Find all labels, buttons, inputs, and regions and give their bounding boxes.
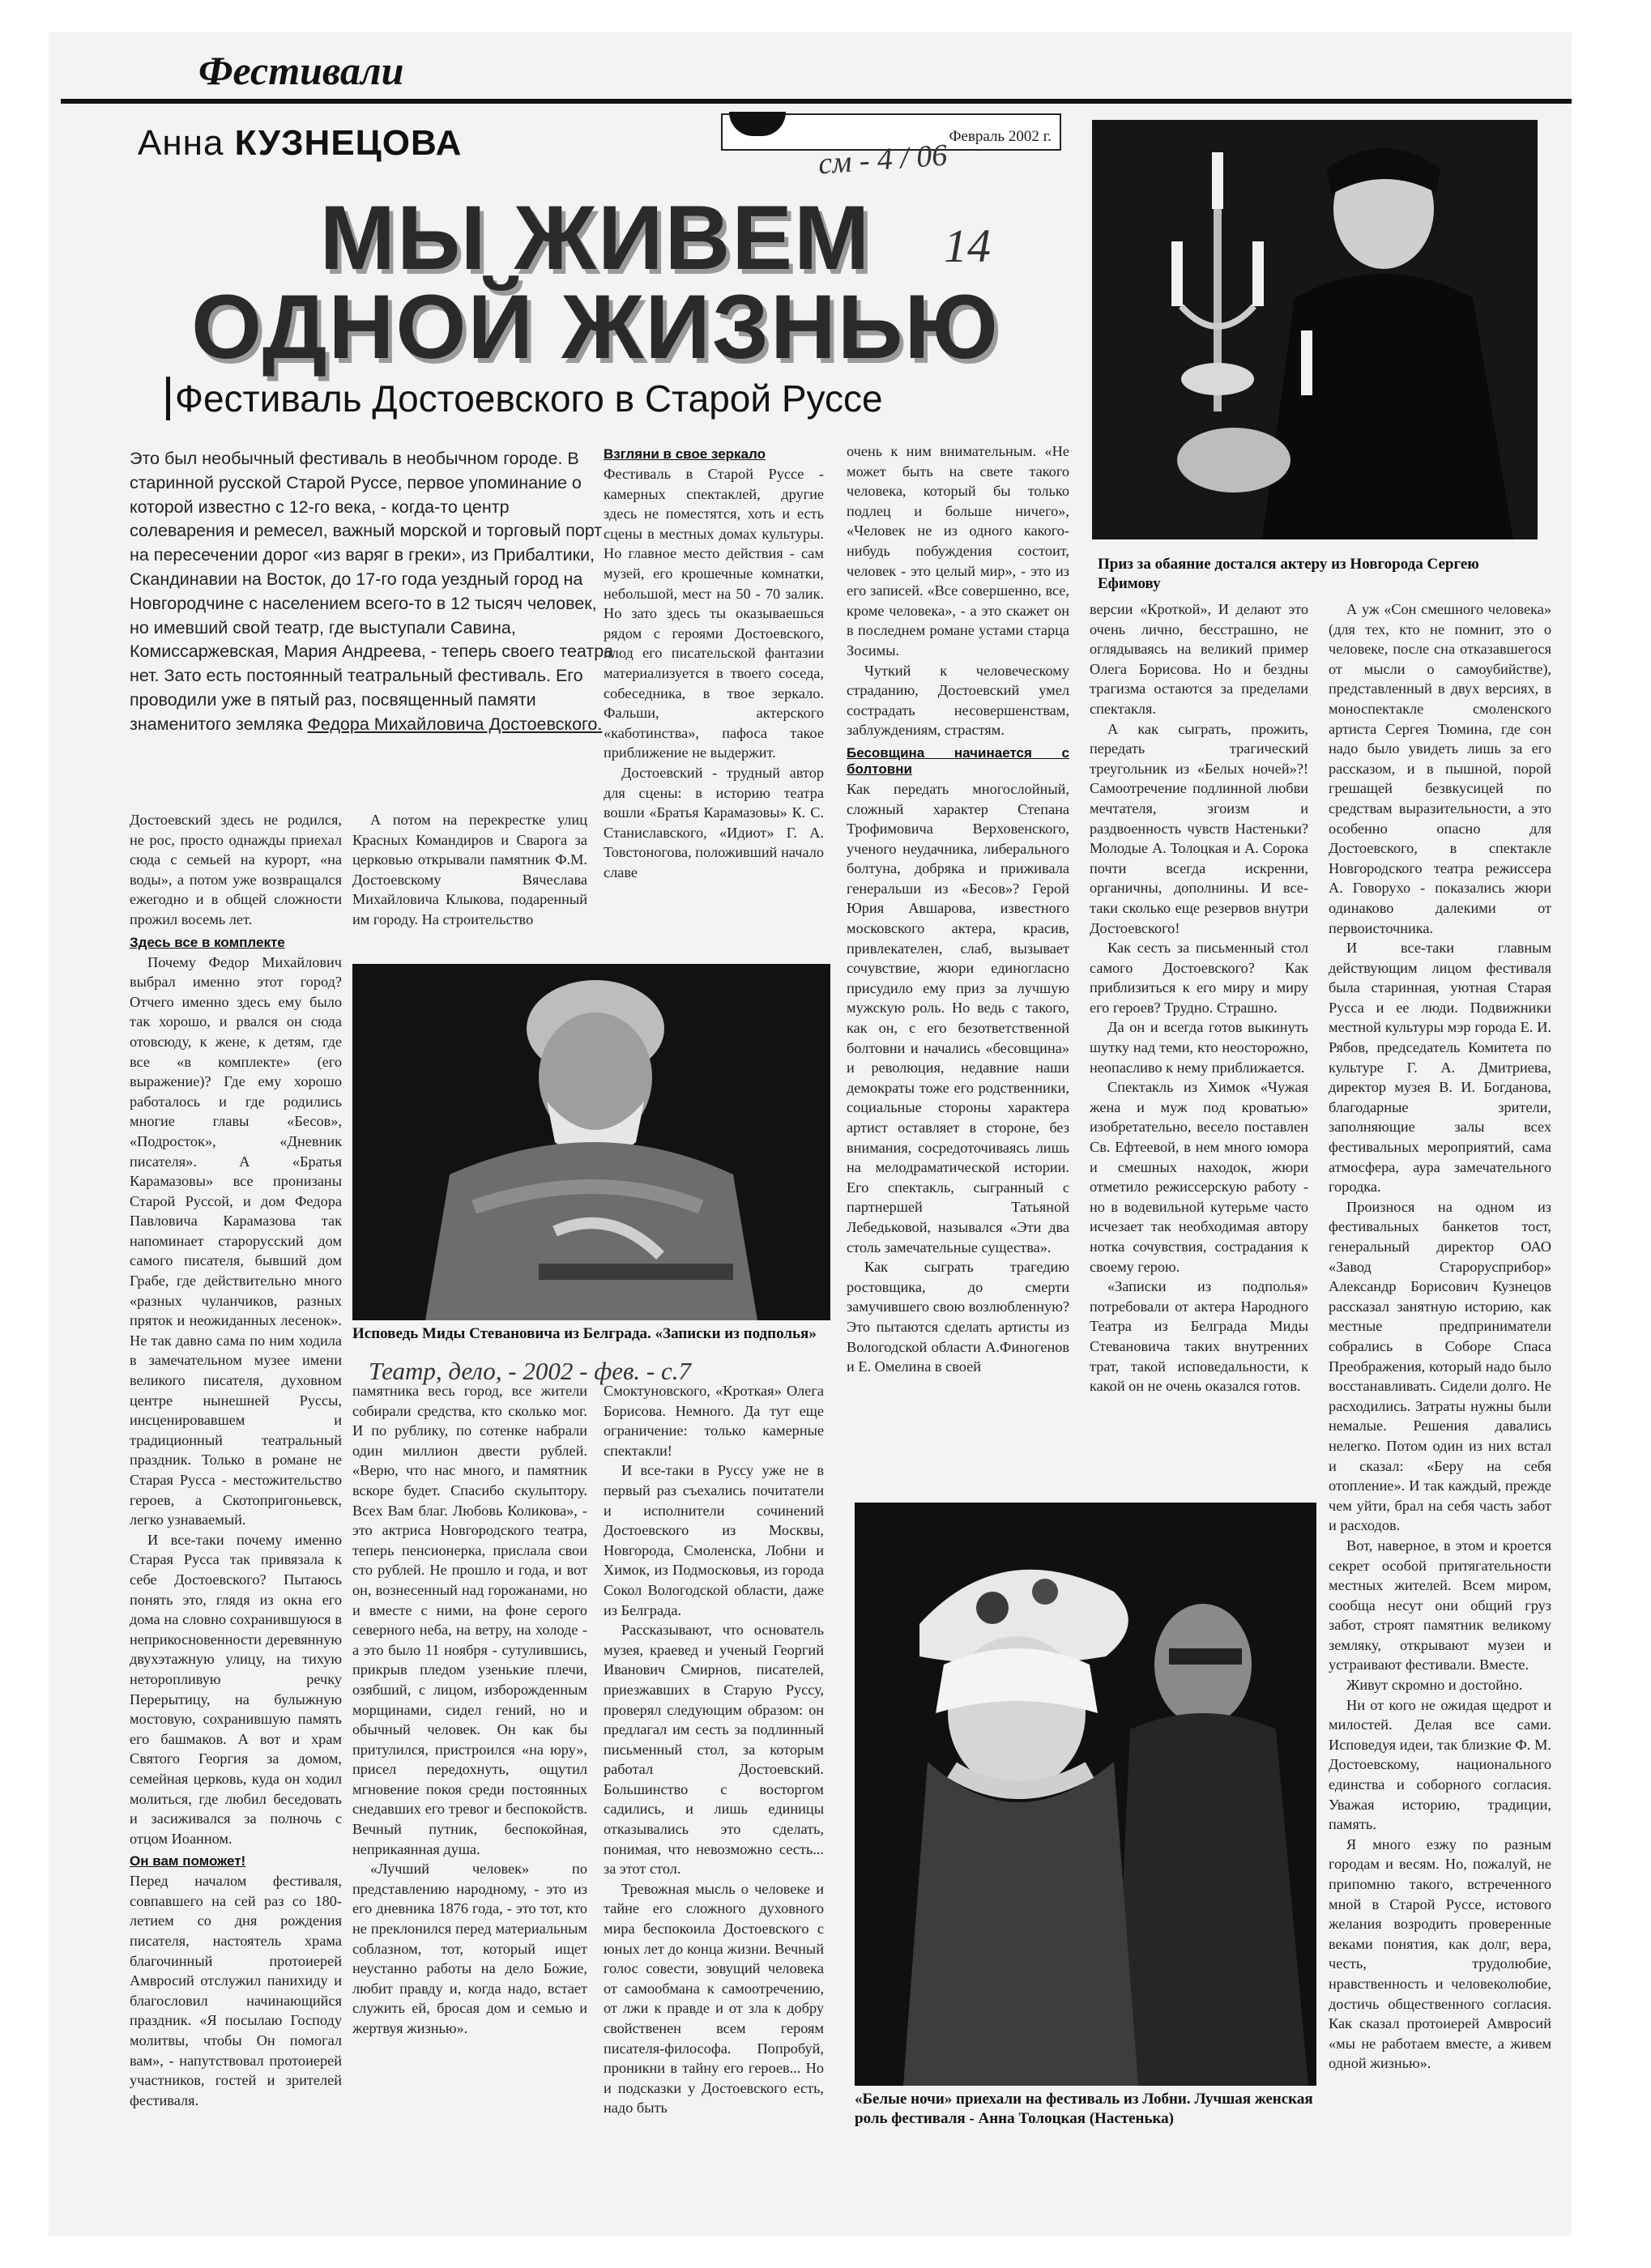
col1-paragraph: Почему Федор Михайлович выбрал именно этот город? Отчего именно здесь ему было так хорошо, и рвался он сюда отовсюду, к жене, к детям, где все «в комплекте» (его выражение)? Где ему хорошо работалось и где родились многие главы «Бесов», «Подросток», «Дневник писателя». А «Братья Карамазовы» все пронизаны Старой Руссой, и дом Федора Павловича Карамазова так напоминает старорусский дом самого писателя, бывший дом Грабе, где действительно много «разных чуланчиков, разных пряток и неожиданных лесенок». Не так давно сама по ним ходила в замечательном музее имени великого писателя, духовном центре нынешней Руссы, инсценировавшем и традиционный театральный праздник. Только в романе не Старая Русса - местожительство героев, а Скотопригоньевск, легко узнаваемый. (130, 953, 342, 1528)
header-rule (61, 99, 1572, 104)
col6-paragraph: Живут скромно и достойно. (1346, 1677, 1523, 1694)
col4-paragraph: Как передать многослойный, сложный характер Степана Трофимовича Верховенского, ученого неудачника, либерального болтуна, добряка и приживала генеральши из «Бесов»? Герой Юрия Авшарова, известного московского актера, красив, привлекателен, слаб, вызывает сочувствие, жюри единогласно присудило ему приз за лучшую мужскую роль. Но ведь с такого, как он, с его безответственной болтовни и начались «бесовщина» и революция, недавние наши демократы тоже его родственники, социальные стороны характера артист оставляет в стороне, без внимания, сосредоточиваясь лишь на мелодраматической истории. Его спектакль, сыгранный с партнершей Татьяной Лебедьковой, назывался «Эти два столь замечательные существа». (847, 780, 1069, 1256)
col6-paragraph: Я много езжу по разным городам и весям. Но, пожалуй, не припомню такого, встреченного мной в Старой Руссе, истового желания возродить проверенные веками понятия, как долг, вера, честь, трудолюбие, нравственность и человеколюбие, достичь общественного согласия. Как сказал протоиерей Амвросий «мы не работаем вместе, а живем одной жизнью». (1329, 1835, 1551, 2072)
col2-paragraph: памятника весь город, все жители собирали средства, кто сколько мог. И по рублику, по сотенке набрали один миллион двести рублей. «Верю, что нас много, и памятник вскоре будет. Спасибо скульптору. Всех Вам благ. Любовь Коликова», - это актриса Новгородского театра, теперь пенсионерка, прислала свои сто рублей. Не прошло и года, и вот он, вознесенный над горожанами, но и вместе с ними, на фоне серого северного неба, на ветру, на холоде - а это было 11 ноября - сутулившись, прикрыв пледом узенькие плечи, озябший, с лицом, изборожденным морщинами, сидел гений, но и обычный человек. Он как бы притулился, пристроился «на юру», присел передохнуть, ощутил мгновение покоя среди постоянных снедавших его тревог и беспокойств. Вечный путник, беспокойная, неприкаянная душа. (352, 1383, 587, 1857)
caption-photo-2: Исповедь Миды Стевановича из Белграда. «Записки из подполья» (352, 1325, 817, 1342)
col4-paragraph: Чуткий к человеческому страданию, Достоевский умел сострадать несовершенствам, заблуждениям, страстям. (847, 662, 1069, 739)
col2-paragraph: А потом на перекрестке улиц Красных Командиров и Сварога за церковью открывали памятник Ф.М. Достоевскому Вячеслава Михайловича Клыкова, подаренный им городу. На строительство (352, 812, 587, 927)
column-4 (847, 441, 1069, 1494)
col4-paragraph: очень к ним внимательным. «Не может быть на свете такого человека, который бы только подлец и больше ничего», «Человек не из одного какого-нибудь побуждения состоит, человек - это целый мир», - это из его записей. «Все совершенно, все, кроме человека», - а это скажет он в последнем романе устами старца Зосимы. (847, 443, 1069, 659)
column-6 (1329, 599, 1551, 2155)
photo-belgrade-actor (352, 964, 830, 1320)
column-5 (1090, 599, 1308, 1498)
col4-paragraph: Как сыграть трагедию ростовщика, до смерти замучившего свою возлюбленную? Это пытаются сделать артисты из Вологодской области А.Финогенов и Е. Омелина в своей (847, 1259, 1069, 1375)
col5-paragraph: версии «Кроткой», И делают это очень лично, бесстрашно, не оглядываясь на великий пример Олега Борисова. Но и бездны трагизма остаются за пределами спектакля. (1090, 601, 1308, 717)
section-label: Фестивали (198, 48, 404, 93)
col3-subheading: Взгляни в свое зеркало (604, 446, 766, 462)
col5-paragraph: «Записки из подполья» потребовали от актера Народного Театра из Белграда Миды Стевановича таких внутренних трат, такой исповедальности, к какой он не очень оказался готов. (1090, 1278, 1308, 1395)
col5-paragraph: А как сыграть, прожить, передать трагический треугольник из «Белых ночей»?! Самоотречение подлинной любви мечтателя, эгоизм и раздвоенность чувств Настеньки? Молодые А. Толоцкая и А. Сорока почти всегда искренни, органичны, дополнины. И все-таки сколько еще резервов внутри Достоевского! (1090, 720, 1308, 936)
col1-subheading: Он вам поможет! (130, 1853, 246, 1869)
col3-paragraph: Смоктуновского, «Кроткая» Олега Борисова. Немного. Да тут еще ограничение: только камерные спектакли! (604, 1383, 824, 1459)
issue-date: Февраль 2002 г. (949, 128, 1052, 145)
handwritten-top-note: см - 4 / 06 (817, 138, 949, 181)
lead-paragraph (130, 447, 616, 737)
headline-line-2: ОДНОЙ ЖИЗНЬЮ (191, 276, 1000, 377)
col6-paragraph: А уж «Сон смешного человека» (для тех, кто не помнит, это о человеке, после сна отказавшегося от мысли о самоубийстве), представленный в двух версиях, в моноспектакле смоленского артиста Сергея Тюмина, где сон надо было увидеть лишь за его рассказом, и в пышной, порой грешащей безвкусицей по средствам выразительности, а это особенно опасно для Достоевского, в спектакле Новгородского театра режиссера А. Говорухо - показались жюри одинаково далекими от первоисточника. (1329, 601, 1551, 936)
col3-paragraph: Тревожная мысль о человеке и тайне его сложного духовного мира беспокоила Достоевского с юных лет до конца жизни. Вечный голос совести, зовущий человека от самообмана к самоотречению, от лжи к правде и от зла к добру свойственен всем героям писателя-философа. Попробуй, проникни в тайну его героев... Но и подсказки у Достоевского есть, надо быть (604, 1880, 824, 2117)
handwritten-source-note: Театр, дело, - 2002 - фев. - с.7 (369, 1357, 692, 1385)
caption-photo-3: «Белые ночи» приехали на фестиваль из Лобни. Лучшая женская роль фестиваля - Анна Толоцкая (Настенька) (855, 2091, 1313, 2127)
col1-subheading: Здесь все в комплекте (130, 934, 285, 950)
lead-text: Это был необычный фестиваль в необычном городе. В старинной русской Старой Руссе, первое упоминание о которой известно с 12-го века, - когда-то центр солеварения и ремесел, важный морской и торговый порт на пересечении дорог «из варяг в греки», из Прибалтики, Скандинавии на Восток, до 17-го года уездный город на Новгородчине с населением всего-то в 12 тысяч человек, но имевший свой театр, где выступали Савина, Комиссаржевская, Мария Андреева, - теперь своего театра нет. Зато есть постоянный театральный фестиваль. Его проводили уже в пятый раз, посвященный памяти знаменитого земляка (130, 449, 614, 734)
subtitle: Фестиваль Достоевского в Старой Руссе (166, 377, 883, 420)
column-3-bottom (604, 1381, 824, 2155)
col5-paragraph: Спектакль из Химок «Чужая жена и муж под кроватью» изобретательно, весело поставлен Св. Ефтеевой, в нем много юмора и смешных находок, жюри отметило режиссерскую работу - но в водевильной кутерьме часто исчезает так необходимая автору нотка сочувствия, сострадания к своему герою. (1090, 1079, 1308, 1275)
headline-line-1: МЫ ЖИВЕМ (319, 187, 872, 288)
col1-paragraph: И все-таки почему именно Старая Русса так привязала к себе Достоевского? Пытаюсь понять это, глядя из окна его дома на словно сохранившуюся в неприкосновенности деревянную двухэтажную улицу, на тихую неторопливую речку Перерытицу, на булыжную мостовую, сохранившую память его башмаков. А вот и храм Святого Георгия за домом, семейная церковь, куда он ходил молиться, где любил беседовать и засиживался за полночь с отцом Иоанном. (130, 1531, 342, 1847)
col6-paragraph: Произнося на одном из фестивальных банкетов тост, генеральный директор ОАО «Завод Старорусприбор» Александр Борисович Кузнецов рассказал занятную историю, как местные предприниматели собрались в Соборе Спаса Преображения, который надо было восстанавливать. Сидели долго. Не расходились. Затраты нужны были немалые. Решения давались нелегко. Потом один из них встал и сказал: «Беру на себя отопление». И так каждый, прежде чем уйти, брал на себя часть забот и расходов. (1329, 1198, 1551, 1534)
col5-paragraph: Да он и всегда готов выкинуть шутку над теми, кто неосторожно, неопасливо к нему приближается. (1090, 1019, 1308, 1076)
photo-white-nights (855, 1503, 1316, 2086)
col3-paragraph: Фестиваль в Старой Руссе - камерных спектаклей, другие здесь не поместятся, хоть и есть сцены в местных домах культуры. Но главное место действия - сам музей, его крошечные комнатки, небольшой, мест на 50 - 70 залик. Но зато здесь ты оказываешься рядом с героями Достоевского, плод его писательской фантазии материализуется в твоего соседа, собеседника, в твое зеркало. Фальши, актерского «каботинства», пафоса такое приближение не выдержит. (604, 466, 824, 761)
column-1 (130, 810, 342, 2155)
col5-paragraph: Как сесть за письменный стол самого Достоевского? Как приблизиться к его миру и миру его героев? Трудно. Страшно. (1090, 940, 1308, 1016)
masthead-logo (729, 112, 786, 136)
col6-paragraph: И все-таки главным действующим лицом фестиваля была старинная, уютная Старая Русса и ее люди. Подвижники местной культуры мэр города Е. И. Рябов, председатель Комитета по культуре Г. А. Дмитриева, директор музея В. И. Богданова, благодарные зрители, заполняющие залы всех фестивальных мероприятий, сама атмосфера, аура замечательного городка. (1329, 940, 1551, 1196)
column-2-top (352, 810, 587, 956)
caption-photo-1: Приз за обаяние достался актеру из Новгорода Сергею Ефимову (1098, 556, 1479, 592)
author-last-name: КУЗНЕЦОВА (234, 123, 463, 163)
author-byline (138, 123, 462, 164)
col2-paragraph: «Лучший человек» по представлению народному, - это из его дневника 1876 года, - это тот, кто не преклонился перед материальным соблазном, тот, который ищет неустанно работы на дело Божие, любит правду и, когда надо, встает служить ей, бросая дом и семью и жертвуя жизнью». (352, 1861, 587, 2036)
col1-paragraph: Перед началом фестиваля, совпавшего на сей раз со 180-летием со дня рождения писателя, настоятель храма благочинный протоиерей Амвросий отслужил панихиду и благословил начинающийся праздник. «Я посылаю Господу молитвы, чтобы Он помогал вам», - напутствовал протоиерей участников, гостей и зрителей фестиваля. (130, 1873, 342, 2108)
photo-belgrade-actor-art (352, 964, 830, 1320)
photo-white-nights-art (855, 1503, 1316, 2086)
col3-paragraph: Достоевский - трудный автор для сцены: в историю театра вошли «Братья Карамазовы» К. С. Станиславского, «Идиот» Г. А. Товстоногова, положивший начало славе (604, 764, 824, 880)
handwritten-number: 14 (944, 220, 991, 272)
author-first-name: Анна (138, 123, 224, 163)
column-2-bottom (352, 1381, 587, 2155)
col6-paragraph: Ни от кого не ожидая щедрот и милостей. Делая все сами. Исповедуя идеи, так близкие Ф. М. Достоевскому, национального единства и соборного согласия. Уважая историю, традиции, память. (1329, 1696, 1551, 1833)
col3-paragraph: Рассказывают, что основатель музея, краевед и ученый Георгий Иванович Смирнов, писателей, приезжавших в Старую Руссу, проверял следующим образом: он предлагал им сесть за подлинный письменный стол, за которым работал Достоевский. Большинство с восторгом садились, и лишь единицы отказывались это сделать, понимая, что невозможно сесть... за этот стол. (604, 1622, 824, 1878)
photo-actor-candelabra (1092, 120, 1538, 539)
col6-paragraph: Вот, наверное, в этом и кроется секрет особой притягательности местных жителей. Всем миром, сообща несут они общий груз забот, строят памятник великому земляку, открывают музеи и устраивают фестивали. Вместе. (1329, 1537, 1551, 1673)
col4-subheading: Бесовщина начинается с болтовни (847, 744, 1069, 777)
photo-actor-candelabra-art (1092, 120, 1538, 539)
col3-paragraph: И все-таки в Руссу уже не в первый раз съехались почитатели и исполнители сочинений Достоевского из Москвы, Новгорода, Смоленска, Лобни и Химок, из Подмосковья, из города Сокол Вологодской области, даже из Белграда. (604, 1462, 824, 1618)
col1-paragraph: Достоевский здесь не родился, не рос, просто однажды приехал сюда с семьей на курорт, «на воды», а потом уже возвращался ежегодно и в общей сложности прожил восемь лет. (130, 812, 342, 927)
column-3-top (604, 441, 824, 960)
lead-writer-name: Федора Михайловича Достоевского. (307, 714, 603, 734)
